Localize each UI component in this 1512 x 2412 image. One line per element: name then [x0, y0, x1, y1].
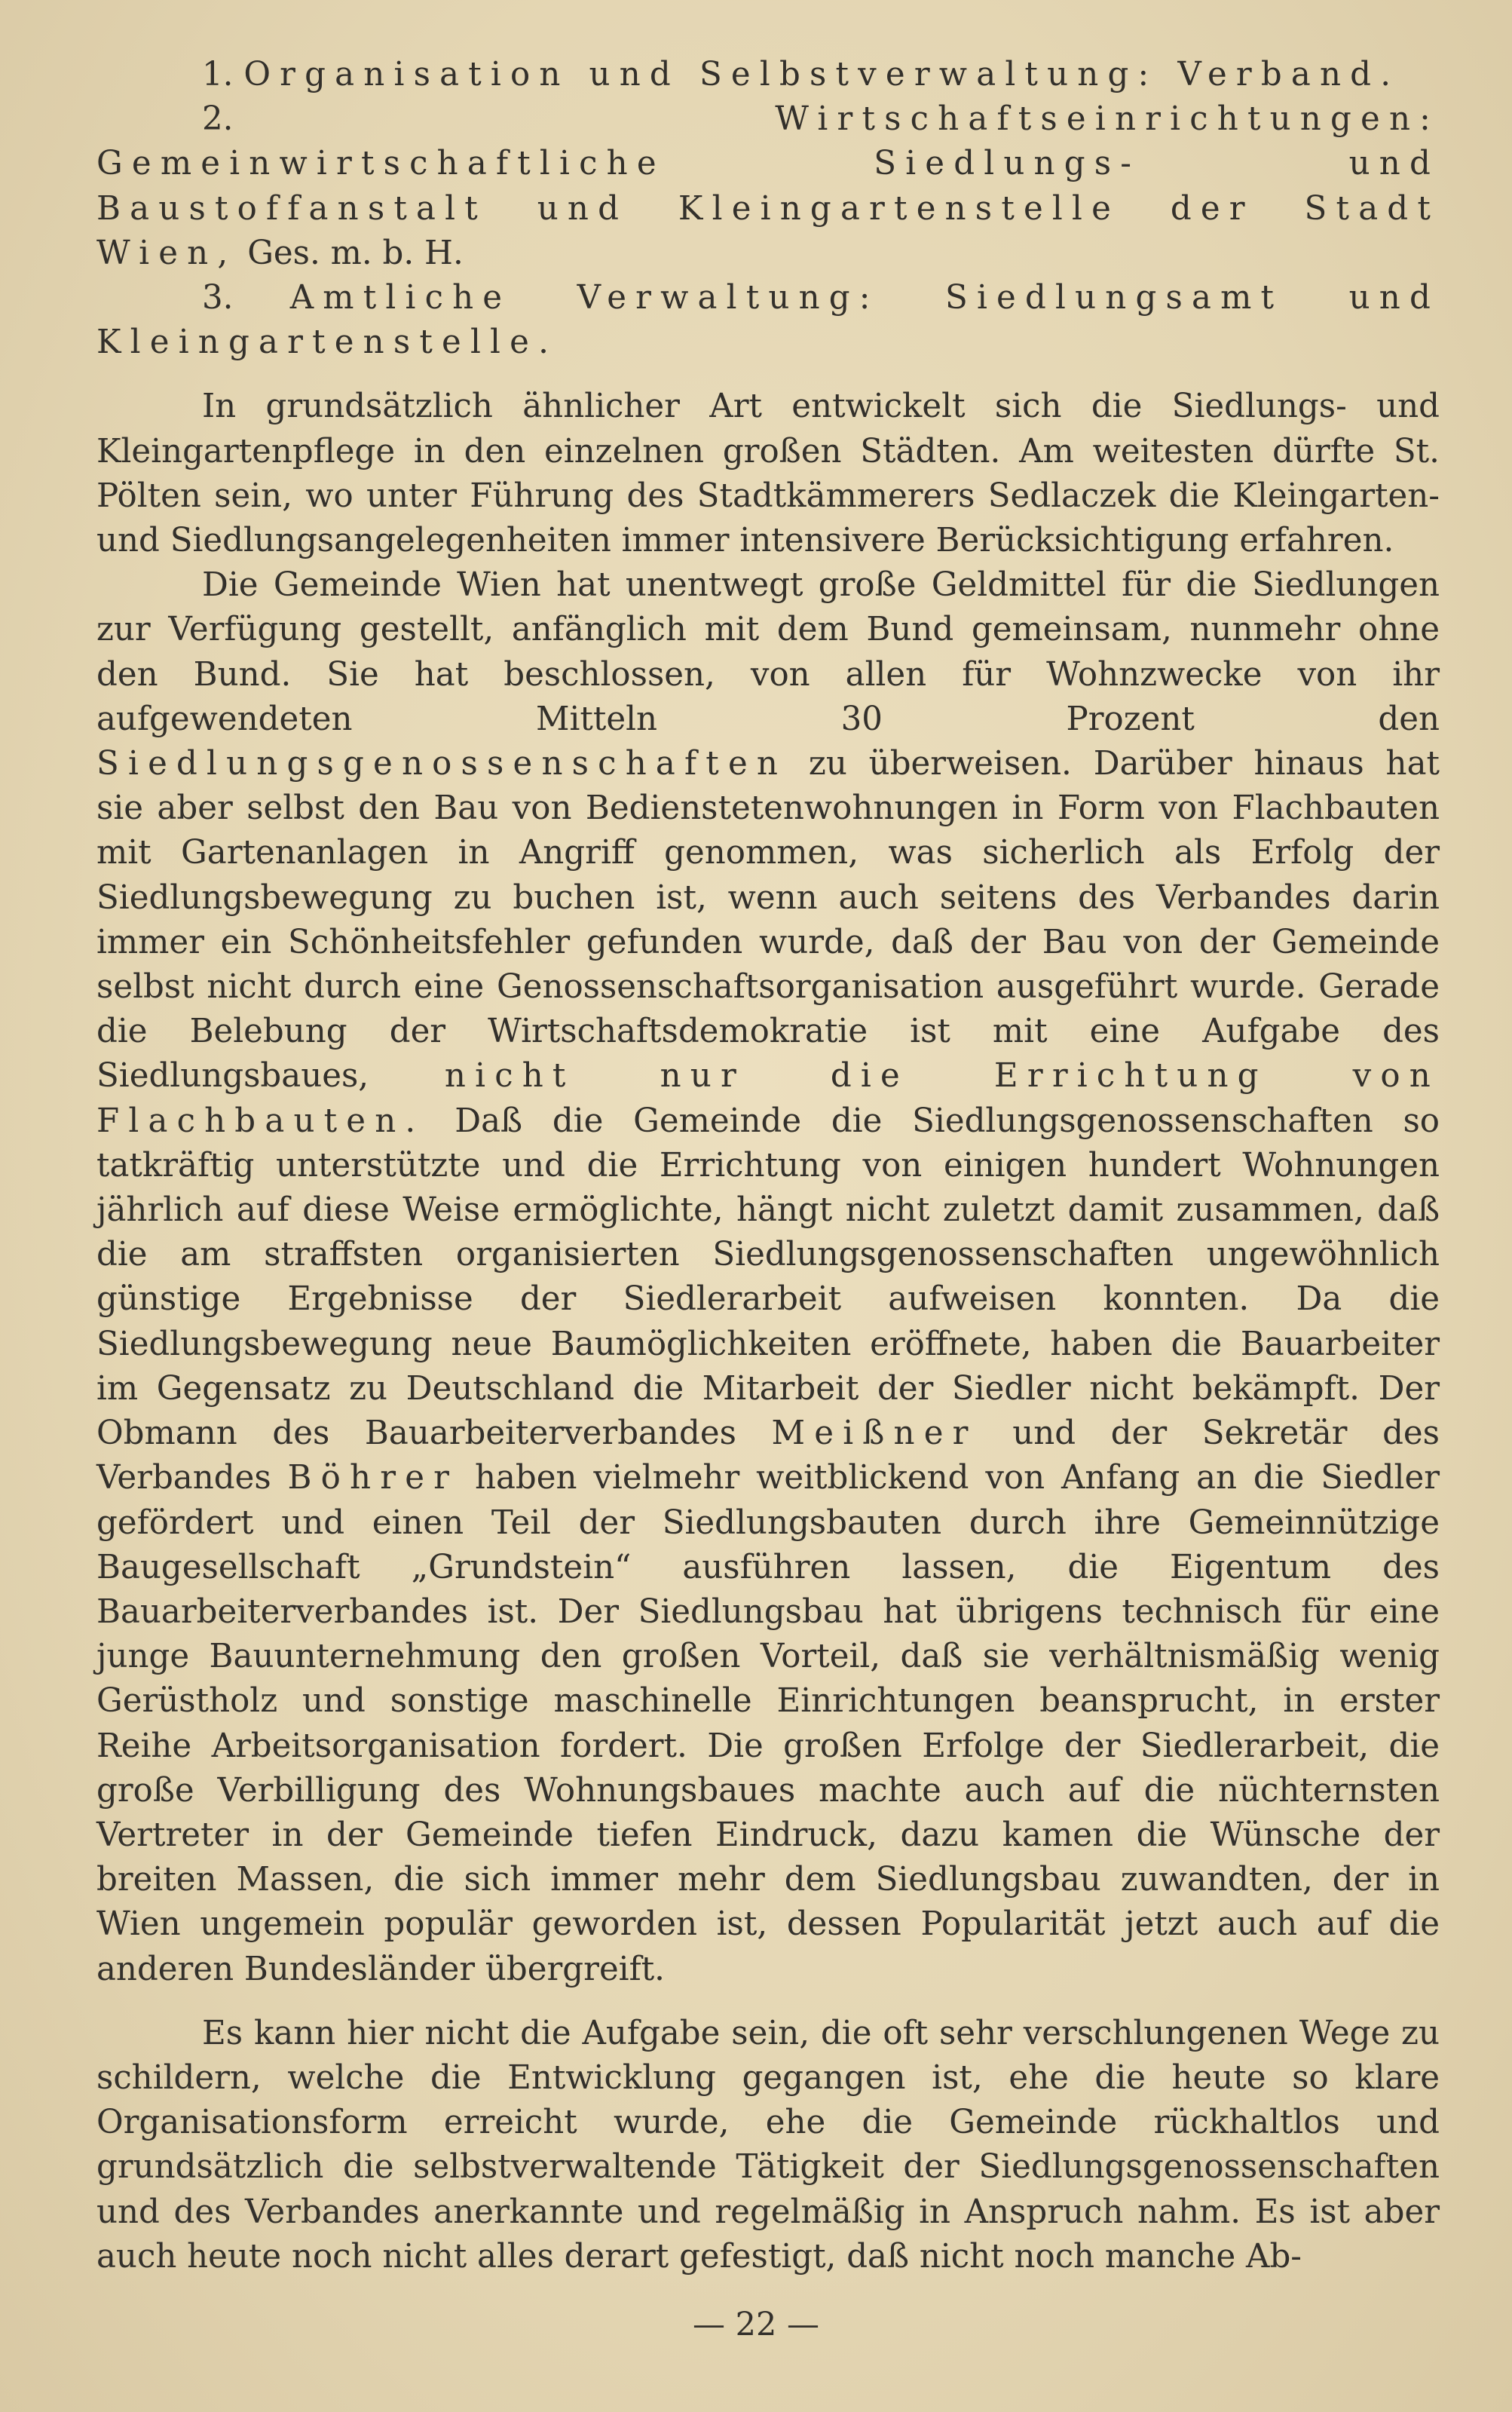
emphasized-name: Böhrer — [287, 1459, 459, 1497]
list-item-2 — [96, 97, 1440, 276]
list-item-1 — [96, 53, 1440, 97]
list-number: 2. — [202, 100, 234, 139]
list-item-3 — [96, 276, 1440, 365]
paragraph-text: In grundsätzlich ähnlicher Art entwickelt sich die Siedlungs- und Kleingartenpflege in den einzelnen großen Städten. Am weitesten dürfte St. Pölten sein, wo unter Führung des Stadtkämmerers Sedlaczek die Kleingarten- und Siedlungsangelegenheiten immer intensivere Berücksichtigung erfahren. — [96, 388, 1440, 560]
list-spaced-text: Organisation und Selbstverwaltung: Verband. — [243, 56, 1400, 93]
list-number: 3. — [202, 279, 234, 317]
list-spaced-text: Amtliche Verwaltung: Siedlungsamt und Kleingartenstelle. — [96, 279, 1440, 362]
page-body — [96, 53, 1440, 2279]
emphasized-name: Meißner — [771, 1414, 978, 1453]
paragraph-text: Die Gemeinde Wien hat unentwegt große Geldmittel für die Siedlungen zur Verfügung gestellt, anfänglich mit dem Bund gemeinsam, nunmehr ohne den Bund. Sie hat beschlossen, von allen für Wohnzwecke von ihr aufgewendeten Mitteln 30 Prozent den — [96, 566, 1440, 738]
paragraph-2 — [96, 563, 1440, 1992]
paragraph-text: Es kann hier nicht die Aufgabe sein, die oft sehr verschlungenen Wege zu schildern, welche die Entwicklung gegangen ist, ehe die heute so klare Organisationsform erreicht wurde, ehe die Gemeinde rückhaltlos und grundsätzlich die selbstverwaltende Tätigkeit der Siedlungsgenossenschaften und des Verbandes anerkannte und regelmäßig in Anspruch nahm. Es ist aber auch heute noch nicht alles derart gefestigt, daß nicht noch manche Ab- — [96, 2014, 1440, 2276]
paragraph-text: Daß die Gemeinde die Siedlungsgenossenschaften so tatkräftig unterstützte und die Errichtung von einigen hundert Wohnungen jährlich auf diese Weise ermöglichte, hängt nicht zuletzt damit zusammen, daß die am straffsten organisierten Siedlungsgenossenschaften ungewöhnlich günstige Ergebnisse der Siedlerarbeit aufweisen konnten. Da die Siedlungsbewegung neue Baumöglichkeiten eröffnete, haben die Bauarbeiter im Gegensatz zu Deutschland die Mitarbeit der Siedler nicht bekämpft. Der Obmann des Bauarbeiterverbandes — [96, 1102, 1440, 1453]
paragraph-1 — [96, 385, 1440, 563]
page-number: — 22 — — [692, 2306, 820, 2343]
emphasized-text: nicht nur die Errichtung von Flachbauten. — [96, 1057, 1440, 1140]
paragraph-3 — [96, 2012, 1440, 2279]
paragraph-text: haben vielmehr weitblickend von Anfang an die Siedler gefördert und einen Teil der Siedlungsbauten durch ihre Gemeinnützige Baugesellschaft „Grundstein“ ausführen lassen, die Eigentum des Bauarbeiterverbandes ist. Der Siedlungsbau hat übrigens technisch für eine junge Bauunternehmung den großen Vorteil, daß sie verhältnismäßig wenig Gerüstholz und sonstige maschinelle Einrichtungen beansprucht, in erster Reihe Arbeitsorganisation fordert. Die großen Erfolge der Siedlerarbeit, die große Verbilligung des Wohnungsbaues machte auch auf die nüchternsten Vertreter in der Gemeinde tiefen Eindruck, dazu kamen die Wünsche der breiten Massen, die sich immer mehr dem Siedlungsbau zuwandten, der in Wien ungemein populär geworden ist, dessen Popularität jetzt auch auf die anderen Bundesländer übergreift. — [96, 1459, 1440, 1988]
list-normal-text: Ges. m. b. H. — [247, 234, 464, 272]
paragraph-text: und der Sekretär des Verbandes — [96, 1414, 1440, 1497]
list-spaced-text: Wirtschaftseinrichtungen: Gemeinwirtschaftliche Siedlungs- und Baustoffanstalt und Kleingartenstelle der Stadt Wien, — [96, 100, 1440, 272]
paragraph-text: zu überweisen. Darüber hinaus hat sie aber selbst den Bau von Bedienstetenwohnungen in Form von Flachbauten mit Gartenanlagen in Angriff genommen, was sicherlich als Erfolg der Siedlungsbewegung zu buchen ist, wenn auch seitens des Verbandes darin immer ein Schönheitsfehler gefunden wurde, daß der Bau von der Gemeinde selbst nicht durch eine Genossenschaftsorganisation ausgeführt wurde. Gerade die Belebung der Wirtschaftsdemokratie ist mit eine Aufgabe des Siedlungsbaues, — [96, 745, 1440, 1096]
list-number: 1. — [202, 56, 234, 93]
emphasized-text: Siedlungsgenossenschaften — [96, 745, 788, 783]
